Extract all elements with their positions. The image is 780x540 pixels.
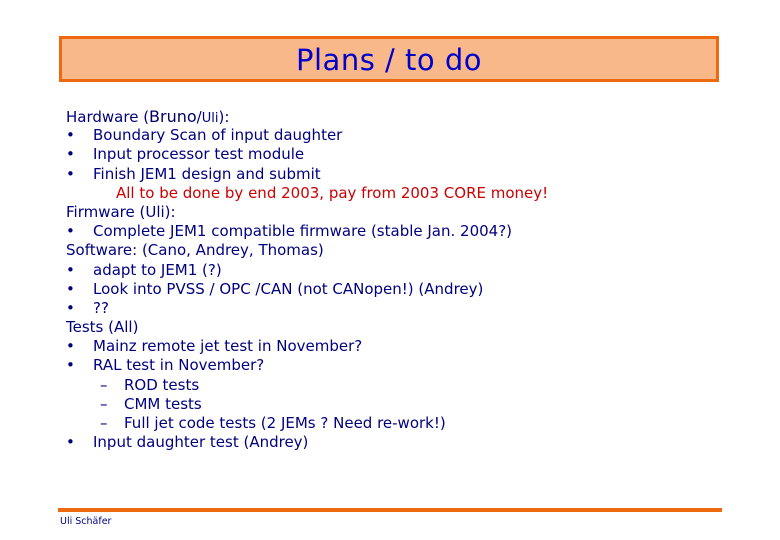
footer-divider (58, 508, 722, 512)
bullet: • (66, 145, 75, 164)
bullet: • (66, 126, 75, 145)
list-item: • Input daughter test (Andrey) (66, 433, 309, 452)
dash: – (100, 414, 108, 432)
name-uli: Uli (201, 111, 219, 126)
sub-list-item: – ROD tests (100, 375, 200, 394)
list-item: • Complete JEM1 compatible firmware (stable Jan. 2004?) (66, 222, 513, 241)
slide-title: Plans / to do (296, 43, 482, 77)
title-banner (59, 36, 719, 82)
list-item: • Mainz remote jet test in November? (66, 337, 363, 356)
footer-author: Uli Schäfer (60, 516, 112, 527)
name-bruno: Bruno (149, 107, 197, 126)
list-item: • ?? (66, 298, 109, 317)
sub-list-item: – Full jet code tests (2 JEMs ? Need re-work!) (100, 414, 446, 432)
dash: – (100, 375, 108, 394)
bullet: • (66, 298, 75, 317)
list-item: • Input processor test module (66, 145, 305, 164)
list-item: • Boundary Scan of input daughter (66, 126, 343, 145)
list-item: • adapt to JEM1 (?) (66, 260, 222, 279)
tests-heading: Tests (All) (66, 318, 139, 337)
slide-content (66, 107, 746, 452)
bullet: • (66, 164, 75, 183)
bullet: • (66, 433, 75, 452)
firmware-heading: Firmware (Uli): (66, 202, 176, 221)
hardware-heading: Hardware (Bruno/Uli): (66, 107, 230, 126)
hardware-note: All to be done by end 2003, pay from 2003 CORE money! (116, 183, 549, 202)
bullet: • (66, 222, 75, 241)
bullet: • (66, 279, 75, 298)
bullet: • (66, 356, 75, 375)
list-item: • RAL test in November? (66, 356, 265, 375)
dash: – (100, 394, 108, 413)
sub-list-item: – CMM tests (100, 394, 202, 413)
bullet: • (66, 260, 75, 279)
software-heading: Software: (Cano, Andrey, Thomas) (66, 241, 324, 260)
list-item: • Look into PVSS / OPC /CAN (not CANopen!) (Andrey) (66, 279, 484, 298)
bullet: • (66, 337, 75, 356)
list-item: • Finish JEM1 design and submit (66, 164, 321, 183)
